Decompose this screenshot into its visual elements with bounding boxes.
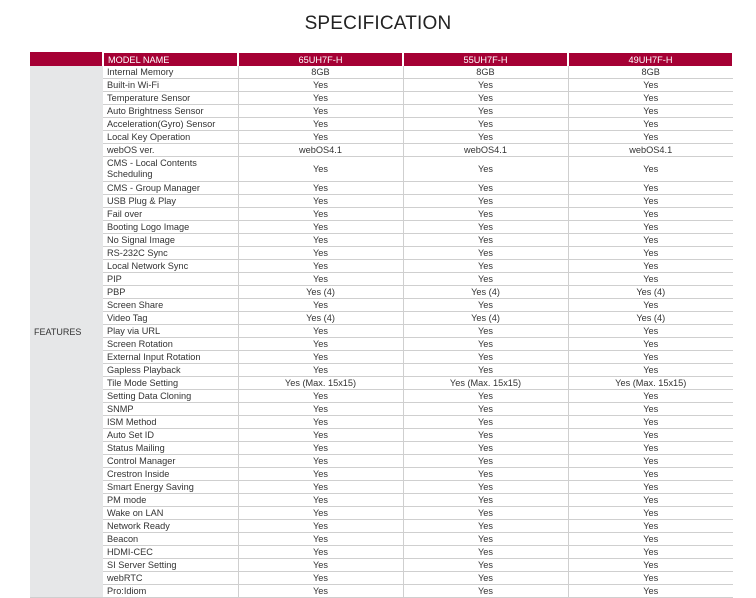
feature-name: Video Tag: [103, 312, 238, 325]
feature-value: Yes: [403, 157, 568, 182]
table-row: [30, 455, 733, 468]
feature-name: Pro:Idiom: [103, 585, 238, 598]
feature-value: Yes: [643, 391, 659, 401]
feature-value: Yes: [403, 105, 568, 118]
feature-name: PIP: [103, 273, 238, 286]
feature-value: Yes: [643, 106, 659, 116]
feature-name: Auto Brightness Sensor: [103, 105, 238, 118]
table-row: [30, 118, 733, 131]
table-row: [30, 299, 733, 312]
feature-value: Yes: [643, 274, 659, 284]
feature-value: Yes: [238, 182, 403, 195]
feature-value: webOS4.1: [403, 144, 568, 157]
feature-value: Yes: [643, 586, 659, 596]
feature-value: Yes: [403, 429, 568, 442]
table-row: [30, 312, 733, 325]
feature-value: Yes: [403, 468, 568, 481]
feature-value: Yes: [238, 157, 403, 182]
table-row: [30, 442, 733, 455]
feature-value: Yes: [643, 209, 659, 219]
feature-value: 8GB: [238, 66, 403, 79]
feature-name: Beacon: [103, 533, 238, 546]
table-row: [30, 364, 733, 377]
table-row: [30, 585, 733, 598]
feature-value: Yes: [403, 390, 568, 403]
feature-name: Smart Energy Saving: [103, 481, 238, 494]
feature-name: Setting Data Cloning: [103, 390, 238, 403]
feature-name: USB Plug & Play: [103, 195, 238, 208]
feature-value: Yes: [403, 481, 568, 494]
feature-value: Yes: [643, 352, 659, 362]
feature-value: Yes: [643, 521, 659, 531]
feature-value: Yes: [643, 547, 659, 557]
feature-value: Yes: [643, 235, 659, 245]
feature-value: Yes: [403, 585, 568, 598]
feature-name: Fail over: [103, 208, 238, 221]
feature-value: Yes (4): [403, 312, 568, 325]
feature-value: Yes: [643, 300, 659, 310]
feature-value: Yes: [403, 442, 568, 455]
feature-name: Gapless Playback: [103, 364, 238, 377]
feature-name: Wake on LAN: [103, 507, 238, 520]
feature-value: Yes: [238, 131, 403, 144]
section-label: FEATURES: [30, 66, 103, 598]
table-row: [30, 195, 733, 208]
feature-value: Yes: [643, 560, 659, 570]
feature-name: CMS - Local Contents Scheduling: [103, 157, 238, 182]
feature-value: Yes: [643, 222, 659, 232]
table-row: [30, 494, 733, 507]
feature-value: Yes: [643, 482, 659, 492]
feature-value: Yes: [403, 221, 568, 234]
spec-table-body: [30, 66, 733, 598]
feature-name: External Input Rotation: [103, 351, 238, 364]
feature-name: Control Manager: [103, 455, 238, 468]
table-row: [30, 66, 733, 79]
feature-value: Yes: [403, 403, 568, 416]
feature-name: Play via URL: [103, 325, 238, 338]
feature-value: Yes: [643, 573, 659, 583]
feature-value: webOS4.1: [629, 145, 673, 155]
feature-value: Yes: [238, 429, 403, 442]
table-row: [30, 131, 733, 144]
feature-value: Yes (4): [403, 286, 568, 299]
feature-value: Yes: [238, 585, 403, 598]
feature-name: webOS ver.: [103, 144, 238, 157]
table-row: [30, 325, 733, 338]
table-row: [30, 92, 733, 105]
table-row: [30, 208, 733, 221]
feature-name: Tile Mode Setting: [103, 377, 238, 390]
feature-value: Yes: [643, 417, 659, 427]
feature-value: Yes: [643, 508, 659, 518]
feature-value: Yes: [238, 208, 403, 221]
feature-value: Yes: [403, 234, 568, 247]
feature-value: Yes: [238, 325, 403, 338]
feature-name: PM mode: [103, 494, 238, 507]
feature-value: Yes: [403, 572, 568, 585]
feature-value: Yes: [643, 261, 659, 271]
feature-value: Yes: [238, 118, 403, 131]
spec-table: [30, 52, 734, 598]
feature-value: Yes (Max. 15x15): [403, 377, 568, 390]
feature-value: Yes: [238, 92, 403, 105]
feature-value: Yes: [643, 443, 659, 453]
table-row: [30, 351, 733, 364]
feature-value: Yes: [643, 119, 659, 129]
feature-value: Yes: [643, 163, 659, 174]
feature-name: Status Mailing: [103, 442, 238, 455]
feature-value: Yes: [403, 118, 568, 131]
feature-name: SNMP: [103, 403, 238, 416]
feature-value: Yes: [403, 494, 568, 507]
feature-value: Yes: [643, 365, 659, 375]
feature-value: Yes: [403, 546, 568, 559]
feature-name: PBP: [103, 286, 238, 299]
header-model-2: 55UH7F-H: [403, 53, 568, 66]
feature-value: Yes: [238, 234, 403, 247]
feature-value: Yes: [403, 351, 568, 364]
feature-value: Yes: [643, 326, 659, 336]
feature-value: Yes: [238, 221, 403, 234]
table-row: [30, 221, 733, 234]
feature-name: Screen Share: [103, 299, 238, 312]
feature-name: Screen Rotation: [103, 338, 238, 351]
table-row: [30, 234, 733, 247]
table-row: [30, 286, 733, 299]
feature-value: Yes: [238, 507, 403, 520]
feature-value: Yes: [238, 442, 403, 455]
feature-value: Yes: [403, 208, 568, 221]
feature-name: SI Server Setting: [103, 559, 238, 572]
feature-value: Yes: [403, 131, 568, 144]
feature-value: Yes: [403, 364, 568, 377]
table-row: [30, 572, 733, 585]
table-row: [30, 481, 733, 494]
feature-value: Yes: [643, 469, 659, 479]
feature-value: Yes: [238, 247, 403, 260]
feature-value: Yes (Max. 15x15): [615, 378, 687, 388]
feature-value: Yes: [238, 520, 403, 533]
feature-value: Yes: [238, 351, 403, 364]
table-row: [30, 273, 733, 286]
feature-value: Yes: [643, 430, 659, 440]
feature-value: Yes: [403, 92, 568, 105]
feature-value: Yes: [238, 559, 403, 572]
feature-value: 8GB: [403, 66, 568, 79]
feature-value: Yes: [643, 196, 659, 206]
feature-value: Yes (4): [238, 312, 403, 325]
table-row: [30, 416, 733, 429]
feature-value: Yes (4): [636, 313, 666, 323]
feature-value: Yes: [403, 260, 568, 273]
feature-value: Yes: [403, 195, 568, 208]
feature-value: Yes: [238, 390, 403, 403]
feature-name: Local Key Operation: [103, 131, 238, 144]
feature-value: Yes (Max. 15x15): [238, 377, 403, 390]
feature-value: Yes: [403, 416, 568, 429]
table-row: [30, 390, 733, 403]
feature-value: Yes: [238, 195, 403, 208]
feature-value: Yes (4): [238, 286, 403, 299]
feature-value: Yes: [238, 481, 403, 494]
feature-name: ISM Method: [103, 416, 238, 429]
feature-name: HDMI-CEC: [103, 546, 238, 559]
table-row: [30, 468, 733, 481]
table-row: [30, 403, 733, 416]
table-row: [30, 507, 733, 520]
feature-value: Yes: [643, 80, 659, 90]
table-header-row: [30, 53, 733, 66]
feature-name: Crestron Inside: [103, 468, 238, 481]
feature-name: Built-in Wi-Fi: [103, 79, 238, 92]
feature-value: Yes: [403, 559, 568, 572]
feature-value: Yes: [238, 494, 403, 507]
table-row: [30, 520, 733, 533]
feature-value: Yes: [643, 456, 659, 466]
feature-value: Yes: [643, 183, 659, 193]
feature-value: Yes: [403, 533, 568, 546]
table-row: [30, 157, 733, 182]
feature-value: Yes: [403, 338, 568, 351]
header-model-name: MODEL NAME: [103, 53, 238, 66]
feature-name: webRTC: [103, 572, 238, 585]
feature-value: Yes: [238, 338, 403, 351]
feature-name: RS-232C Sync: [103, 247, 238, 260]
feature-value: Yes: [643, 132, 659, 142]
feature-value: Yes: [238, 79, 403, 92]
feature-value: Yes: [238, 468, 403, 481]
feature-value: Yes: [403, 247, 568, 260]
feature-value: Yes: [238, 273, 403, 286]
feature-name: Local Network Sync: [103, 260, 238, 273]
table-row: [30, 429, 733, 442]
feature-value: Yes: [403, 520, 568, 533]
table-row: [30, 105, 733, 118]
feature-value: Yes: [643, 495, 659, 505]
feature-name: Acceleration(Gyro) Sensor: [103, 118, 238, 131]
feature-name: Network Ready: [103, 520, 238, 533]
table-row: [30, 144, 733, 157]
feature-value: Yes: [403, 507, 568, 520]
feature-value: Yes: [403, 182, 568, 195]
feature-value: Yes: [238, 416, 403, 429]
feature-value: Yes: [238, 533, 403, 546]
table-row: [30, 533, 733, 546]
feature-value: webOS4.1: [238, 144, 403, 157]
feature-name: Auto Set ID: [103, 429, 238, 442]
table-row: [30, 546, 733, 559]
feature-name: Booting Logo Image: [103, 221, 238, 234]
feature-name: CMS - Group Manager: [103, 182, 238, 195]
feature-name: Temperature Sensor: [103, 92, 238, 105]
feature-value: Yes (4): [636, 287, 666, 297]
feature-name: No Signal Image: [103, 234, 238, 247]
feature-value: Yes: [238, 105, 403, 118]
feature-value: Yes: [643, 248, 659, 258]
feature-value: Yes: [238, 403, 403, 416]
feature-value: Yes: [403, 273, 568, 286]
feature-value: Yes: [238, 299, 403, 312]
feature-value: Yes: [403, 79, 568, 92]
feature-value: Yes: [238, 572, 403, 585]
table-row: [30, 182, 733, 195]
header-model-3: 49UH7F-H: [568, 53, 733, 66]
feature-value: Yes: [238, 455, 403, 468]
feature-value: Yes: [238, 364, 403, 377]
feature-value: Yes: [238, 546, 403, 559]
feature-value: Yes: [403, 299, 568, 312]
feature-value: Yes: [403, 325, 568, 338]
table-row: [30, 338, 733, 351]
feature-value: Yes: [403, 455, 568, 468]
feature-name: Internal Memory: [103, 66, 238, 79]
feature-value: Yes: [643, 93, 659, 103]
table-row: [30, 260, 733, 273]
feature-value: Yes: [643, 404, 659, 414]
feature-value: Yes: [238, 260, 403, 273]
table-row: [30, 377, 733, 390]
table-row: [30, 79, 733, 92]
table-row: [30, 559, 733, 572]
table-row: [30, 247, 733, 260]
feature-value: 8GB: [641, 67, 660, 77]
header-model-1: 65UH7F-H: [238, 53, 403, 66]
feature-value: Yes: [643, 339, 659, 349]
page-title: SPECIFICATION: [304, 13, 452, 34]
header-corner: [30, 53, 103, 66]
feature-value: Yes: [643, 534, 659, 544]
